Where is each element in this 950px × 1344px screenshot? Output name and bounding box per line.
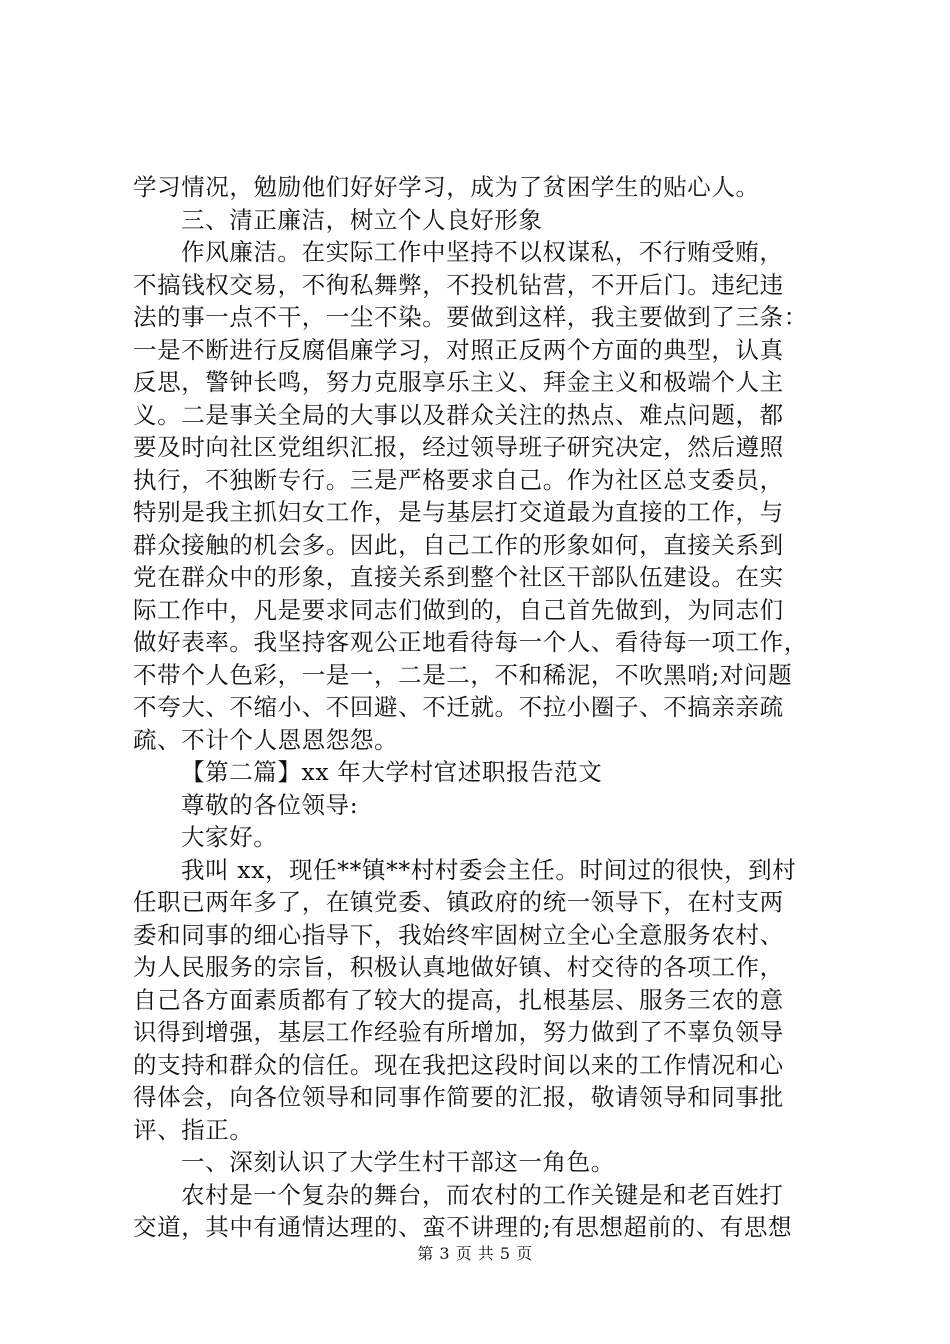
text-line: 委和同事的细心指导下，我始终牢固树立全心全意服务农村、 [133, 920, 784, 949]
text-line: 群众接触的机会多。因此，自己工作的形象如何，直接关系到 [133, 530, 784, 559]
text-line: 的支持和群众的信任。现在我把这段时间以来的工作情况和心 [133, 1050, 784, 1079]
text-line: 不夸大、不缩小、不回避、不迁就。不拉小圈子、不搞亲亲疏 [133, 693, 784, 721]
text-line: 际工作中，凡是要求同志们做到的，自己首先做到，为同志们 [133, 595, 784, 624]
text-line: 义。二是事关全局的大事以及群众关注的热点、难点问题，都 [133, 400, 784, 429]
text-line: 不带个人色彩，一是一，二是二，不和稀泥，不吹黑哨;对问题 [133, 660, 793, 689]
text-line: 学习情况，勉励他们好好学习，成为了贫困学生的贴心人。 [133, 173, 760, 201]
text-line: 党在群众中的形象，直接关系到整个社区干部队伍建设。在实 [133, 563, 784, 591]
text-line: 评、指正。 [133, 1115, 254, 1144]
text-line: 自己各方面素质都有了较大的提高，扎根基层、服务三农的意 [133, 985, 784, 1014]
text-line: 交道，其中有通情达理的、蛮不讲理的;有思想超前的、有思想 [133, 1213, 793, 1241]
text-line: 法的事一点不干，一尘不染。要做到这样，我主要做到了三条： [133, 303, 808, 331]
text-line: 识得到增强，基层工作经验有所增加，努力做到了不辜负领导 [133, 1018, 784, 1046]
document-body [133, 171, 853, 1244]
text-line: 作风廉洁。在实际工作中坚持不以权谋私，不行贿受贿， [181, 238, 784, 266]
text-line: 任职已两年多了，在镇党委、镇政府的统一领导下，在村支两 [133, 888, 784, 916]
text-line: 一、深刻认识了大学生村干部这一角色。 [181, 1148, 615, 1176]
page-footer: 第 3 页 共 5 页 [417, 1244, 533, 1263]
text-line: 执行，不独断专行。三是严格要求自己。作为社区总支委员， [133, 465, 784, 494]
text-line: 做好表率。我坚持客观公正地看待每一个人、看待每一项工作， [133, 628, 808, 656]
text-line: 农村是一个复杂的舞台，而农村的工作关键是和老百姓打 [181, 1180, 784, 1209]
text-line: 一是不断进行反腐倡廉学习，对照正反两个方面的典型，认真 [133, 335, 784, 364]
text-line: 不搞钱权交易，不徇私舞弊，不投机钻营，不开后门。违纪违 [133, 270, 784, 299]
text-line: 特别是我主抓妇女工作，是与基层打交道最为直接的工作，与 [133, 498, 784, 526]
text-line: 得体会，向各位领导和同事作简要的汇报，敬请领导和同事批 [133, 1083, 784, 1111]
text-line: 我叫 xx，现任**镇**村村委会主任。时间过的很快，到村 [181, 855, 797, 884]
text-line: 反思，警钟长鸣，努力克服享乐主义、拜金主义和极端个人主 [133, 368, 784, 396]
text-line: 要及时向社区党组织汇报，经过领导班子研究决定，然后遵照 [133, 433, 784, 461]
text-line: 为人民服务的宗旨，积极认真地做好镇、村交待的各项工作， [133, 953, 784, 981]
text-line: 大家好。 [181, 823, 278, 851]
text-line: 三、清正廉洁，树立个人良好形象 [181, 205, 543, 234]
text-line: 疏、不计个人恩恩怨怨。 [133, 725, 399, 754]
text-line: 【第二篇】xx 年大学村官述职报告范文 [181, 758, 603, 786]
text-line: 尊敬的各位领导: [181, 790, 359, 819]
